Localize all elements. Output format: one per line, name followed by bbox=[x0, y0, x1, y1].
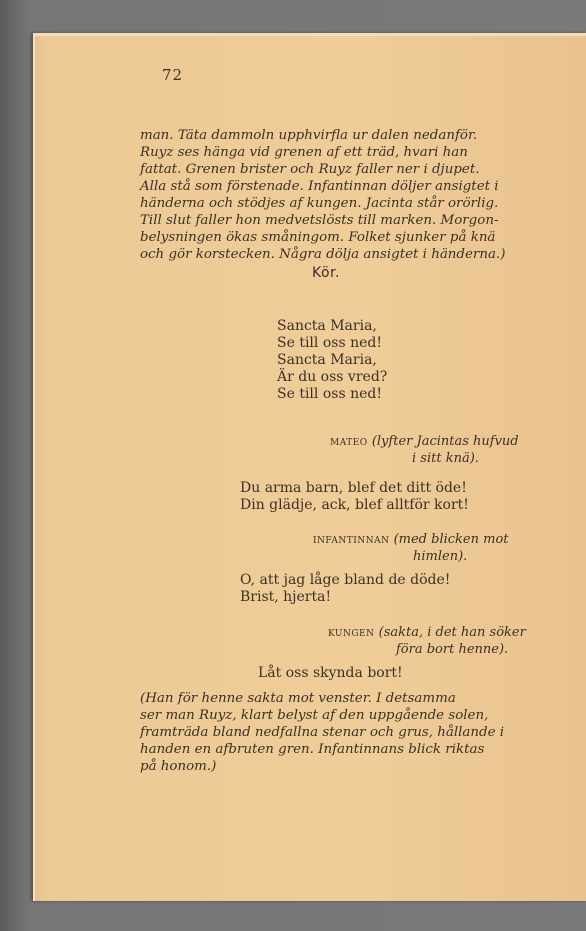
kungen-verse bbox=[258, 665, 403, 682]
stage-direction-bottom bbox=[140, 690, 540, 775]
verse-line: Sancta Maria, bbox=[277, 318, 377, 334]
stage-direction-line: Till slut faller hon medvetslösts till marken. Morgon- bbox=[140, 213, 499, 228]
mateo-cue bbox=[330, 432, 550, 467]
speaker-name-mateo: mateo bbox=[330, 433, 368, 448]
stage-direction-line: Alla stå som förstenade. Infantinnan döljer ansigtet i bbox=[140, 179, 499, 194]
verse-line: Är du oss vred? bbox=[277, 369, 388, 385]
stage-direction-line: belysningen ökas småningom. Folket sjunker på knä bbox=[140, 230, 496, 245]
stage-direction-inline: himlen). bbox=[413, 549, 468, 564]
speaker-name-infantinnan: infantinnan bbox=[313, 531, 390, 546]
stage-direction-line: man. Täta dammoln upphvirfla ur dalen nedanför. bbox=[140, 128, 478, 143]
stage-direction-inline: i sitt knä). bbox=[412, 451, 479, 466]
stage-direction-inline: (lyfter Jacintas hufvud bbox=[371, 434, 519, 449]
verse-line: Se till oss ned! bbox=[277, 335, 382, 351]
verse-line: Din glädje, ack, blef alltför kort! bbox=[240, 497, 469, 513]
mateo-verse bbox=[240, 480, 469, 514]
stage-direction-line: framträda bland nedfallna stenar och grus, hållande i bbox=[140, 725, 505, 740]
speaker-name-kungen: kungen bbox=[328, 624, 375, 639]
infantinnan-cue bbox=[313, 530, 548, 565]
stage-direction-line: handen en afbruten gren. Infantinnans blick riktas bbox=[140, 742, 485, 757]
kungen-cue bbox=[328, 623, 548, 658]
stage-direction-inline: (med blicken mot bbox=[393, 532, 509, 547]
stage-direction-line: fattat. Grenen brister och Ruyz faller ner i djupet. bbox=[140, 162, 480, 177]
stage-direction-top bbox=[140, 127, 540, 263]
verse-line: Låt oss skynda bort! bbox=[258, 665, 403, 681]
verse-line: Sancta Maria, bbox=[277, 352, 377, 368]
page-number: 72 bbox=[162, 66, 184, 84]
stage-direction-line: och gör korstecken. Några dölja ansigtet i händerna.) bbox=[140, 247, 506, 262]
stage-direction-line: (Han för henne sakta mot venster. I detsamma bbox=[140, 691, 456, 706]
stage-direction-inline: (sakta, i det han söker bbox=[378, 625, 526, 640]
stage-direction-line: Ruyz ses hänga vid grenen af ett träd, hvari han bbox=[140, 145, 468, 160]
verse-line: Brist, hjerta! bbox=[240, 589, 332, 605]
stage-direction-line: ser man Ruyz, klart belyst af den uppgående solen, bbox=[140, 708, 489, 723]
chorus-verse bbox=[277, 318, 387, 403]
chorus-heading: Kör. bbox=[312, 265, 340, 281]
verse-line: Du arma barn, blef det ditt öde! bbox=[240, 480, 467, 496]
stage-direction-inline: föra bort henne). bbox=[396, 642, 509, 657]
stage-direction-line: på honom.) bbox=[140, 759, 217, 774]
verse-line: O, att jag låge bland de döde! bbox=[240, 572, 451, 588]
stage-direction-line: händerna och stödjes af kungen. Jacinta står orörlig. bbox=[140, 196, 499, 211]
infantinnan-verse bbox=[240, 572, 450, 606]
verse-line: Se till oss ned! bbox=[277, 386, 382, 402]
